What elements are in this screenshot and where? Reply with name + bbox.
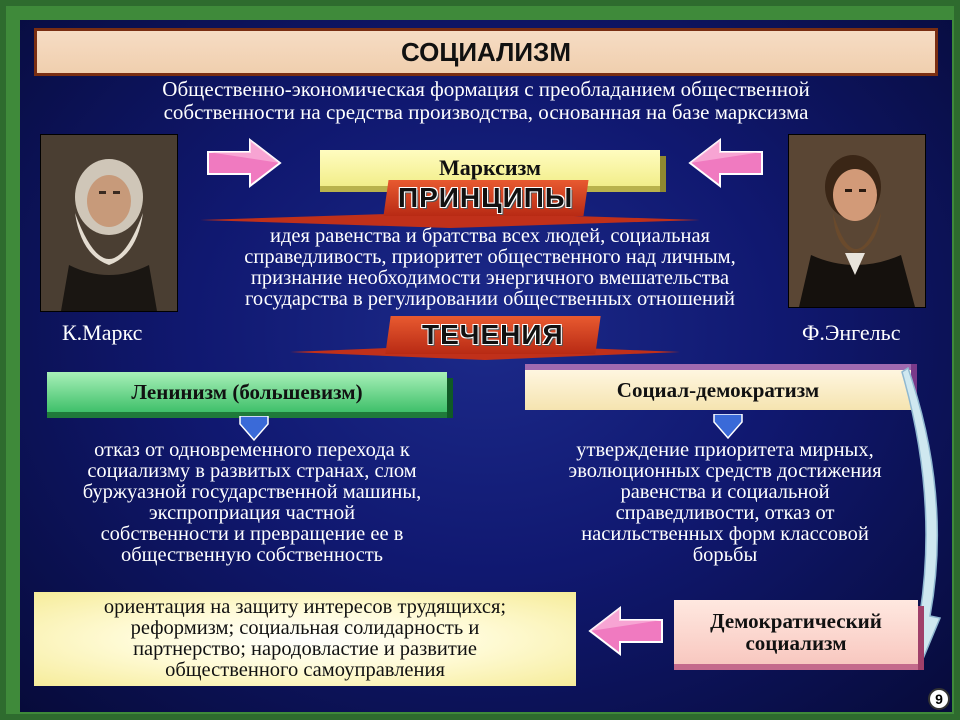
social-democracy-line: утверждение приоритета мирных, — [576, 439, 874, 461]
engels-portrait-image — [789, 135, 925, 307]
slide-title: СОЦИАЛИЗМ — [400, 36, 571, 67]
leninism-line: отказ от одновременного перехода к — [94, 439, 410, 461]
principles-text — [200, 226, 780, 310]
currents-label: ТЕЧЕНИЯ — [422, 319, 564, 350]
slide-stage — [20, 20, 952, 712]
engels-portrait — [788, 134, 926, 308]
social-democracy-line: насильственных форм классовой — [581, 523, 869, 545]
principles-line-text: признание необходимости энергичного вмешательства — [250, 267, 730, 289]
inner-frame — [6, 6, 954, 714]
page-number: 9 — [935, 691, 943, 707]
bottom-line: реформизм; социальная солидарность и — [130, 617, 480, 639]
marxism-label: Марксизм — [438, 155, 542, 180]
principles-line-text: государства в регулировании общественных отношений — [245, 288, 735, 310]
social-democracy-text — [520, 440, 930, 566]
arrow-left-icon — [688, 138, 764, 188]
marx-portrait — [40, 134, 178, 312]
social-democracy-line: справедливости, отказ от — [615, 502, 835, 524]
arrow-left-icon — [588, 606, 664, 656]
democratic-socialism-box — [674, 600, 918, 664]
social-democracy-line: эволюционных средств достижения — [568, 460, 882, 482]
marx-caption: К.Маркс — [62, 320, 143, 345]
bottom-line: ориентация на защиту интересов трудящихся; — [103, 596, 507, 618]
leninism-line: социализму в развитых странах, слом — [87, 460, 417, 482]
principles-ribbon — [383, 180, 588, 216]
arrow-right-icon — [206, 138, 282, 188]
democratic-socialism-label-2: социализм — [745, 631, 847, 655]
page-number-badge — [928, 688, 950, 710]
leninism-line: экспроприация частной — [148, 502, 356, 524]
definition-text — [80, 78, 892, 124]
bottom-line: общественного самоуправления — [165, 659, 445, 681]
definition-line: Общественно-экономическая формация с преобладанием общественной — [162, 77, 810, 101]
leninism-box — [47, 372, 447, 412]
leninism-label: Ленинизм (большевизм) — [131, 379, 363, 404]
bottom-line: партнерство; народовластие и развитие — [133, 638, 477, 660]
leninism-line: общественную собственность — [120, 544, 384, 566]
leninism-line: собственности и превращение ее в — [100, 523, 404, 545]
social-democracy-line: борьбы — [692, 544, 758, 566]
marx-portrait-image — [41, 135, 177, 311]
title-bar — [34, 28, 938, 76]
arrow-down-icon — [708, 414, 748, 440]
social-democracy-box — [525, 370, 911, 410]
principles-line-text: идея равенства и братства всех людей, социальная — [270, 225, 710, 247]
leninism-text — [42, 440, 462, 566]
democratic-socialism-label-1: Демократический — [710, 609, 882, 633]
principles-line-text: справедливость, приоритет общественного над личным, — [244, 246, 736, 268]
engels-caption: Ф.Энгельс — [802, 320, 901, 345]
social-democracy-label: Социал-демократизм — [616, 377, 820, 402]
definition-line: собственности на средства производства, основанная на базе марксизма — [163, 100, 809, 124]
leninism-line: буржуазной государственной машины, — [82, 481, 422, 503]
social-democracy-line: равенства и социальной — [620, 481, 830, 503]
democratic-socialism-panel — [34, 592, 576, 686]
currents-ribbon — [385, 316, 600, 354]
principles-label: ПРИНЦИПЫ — [398, 182, 574, 213]
